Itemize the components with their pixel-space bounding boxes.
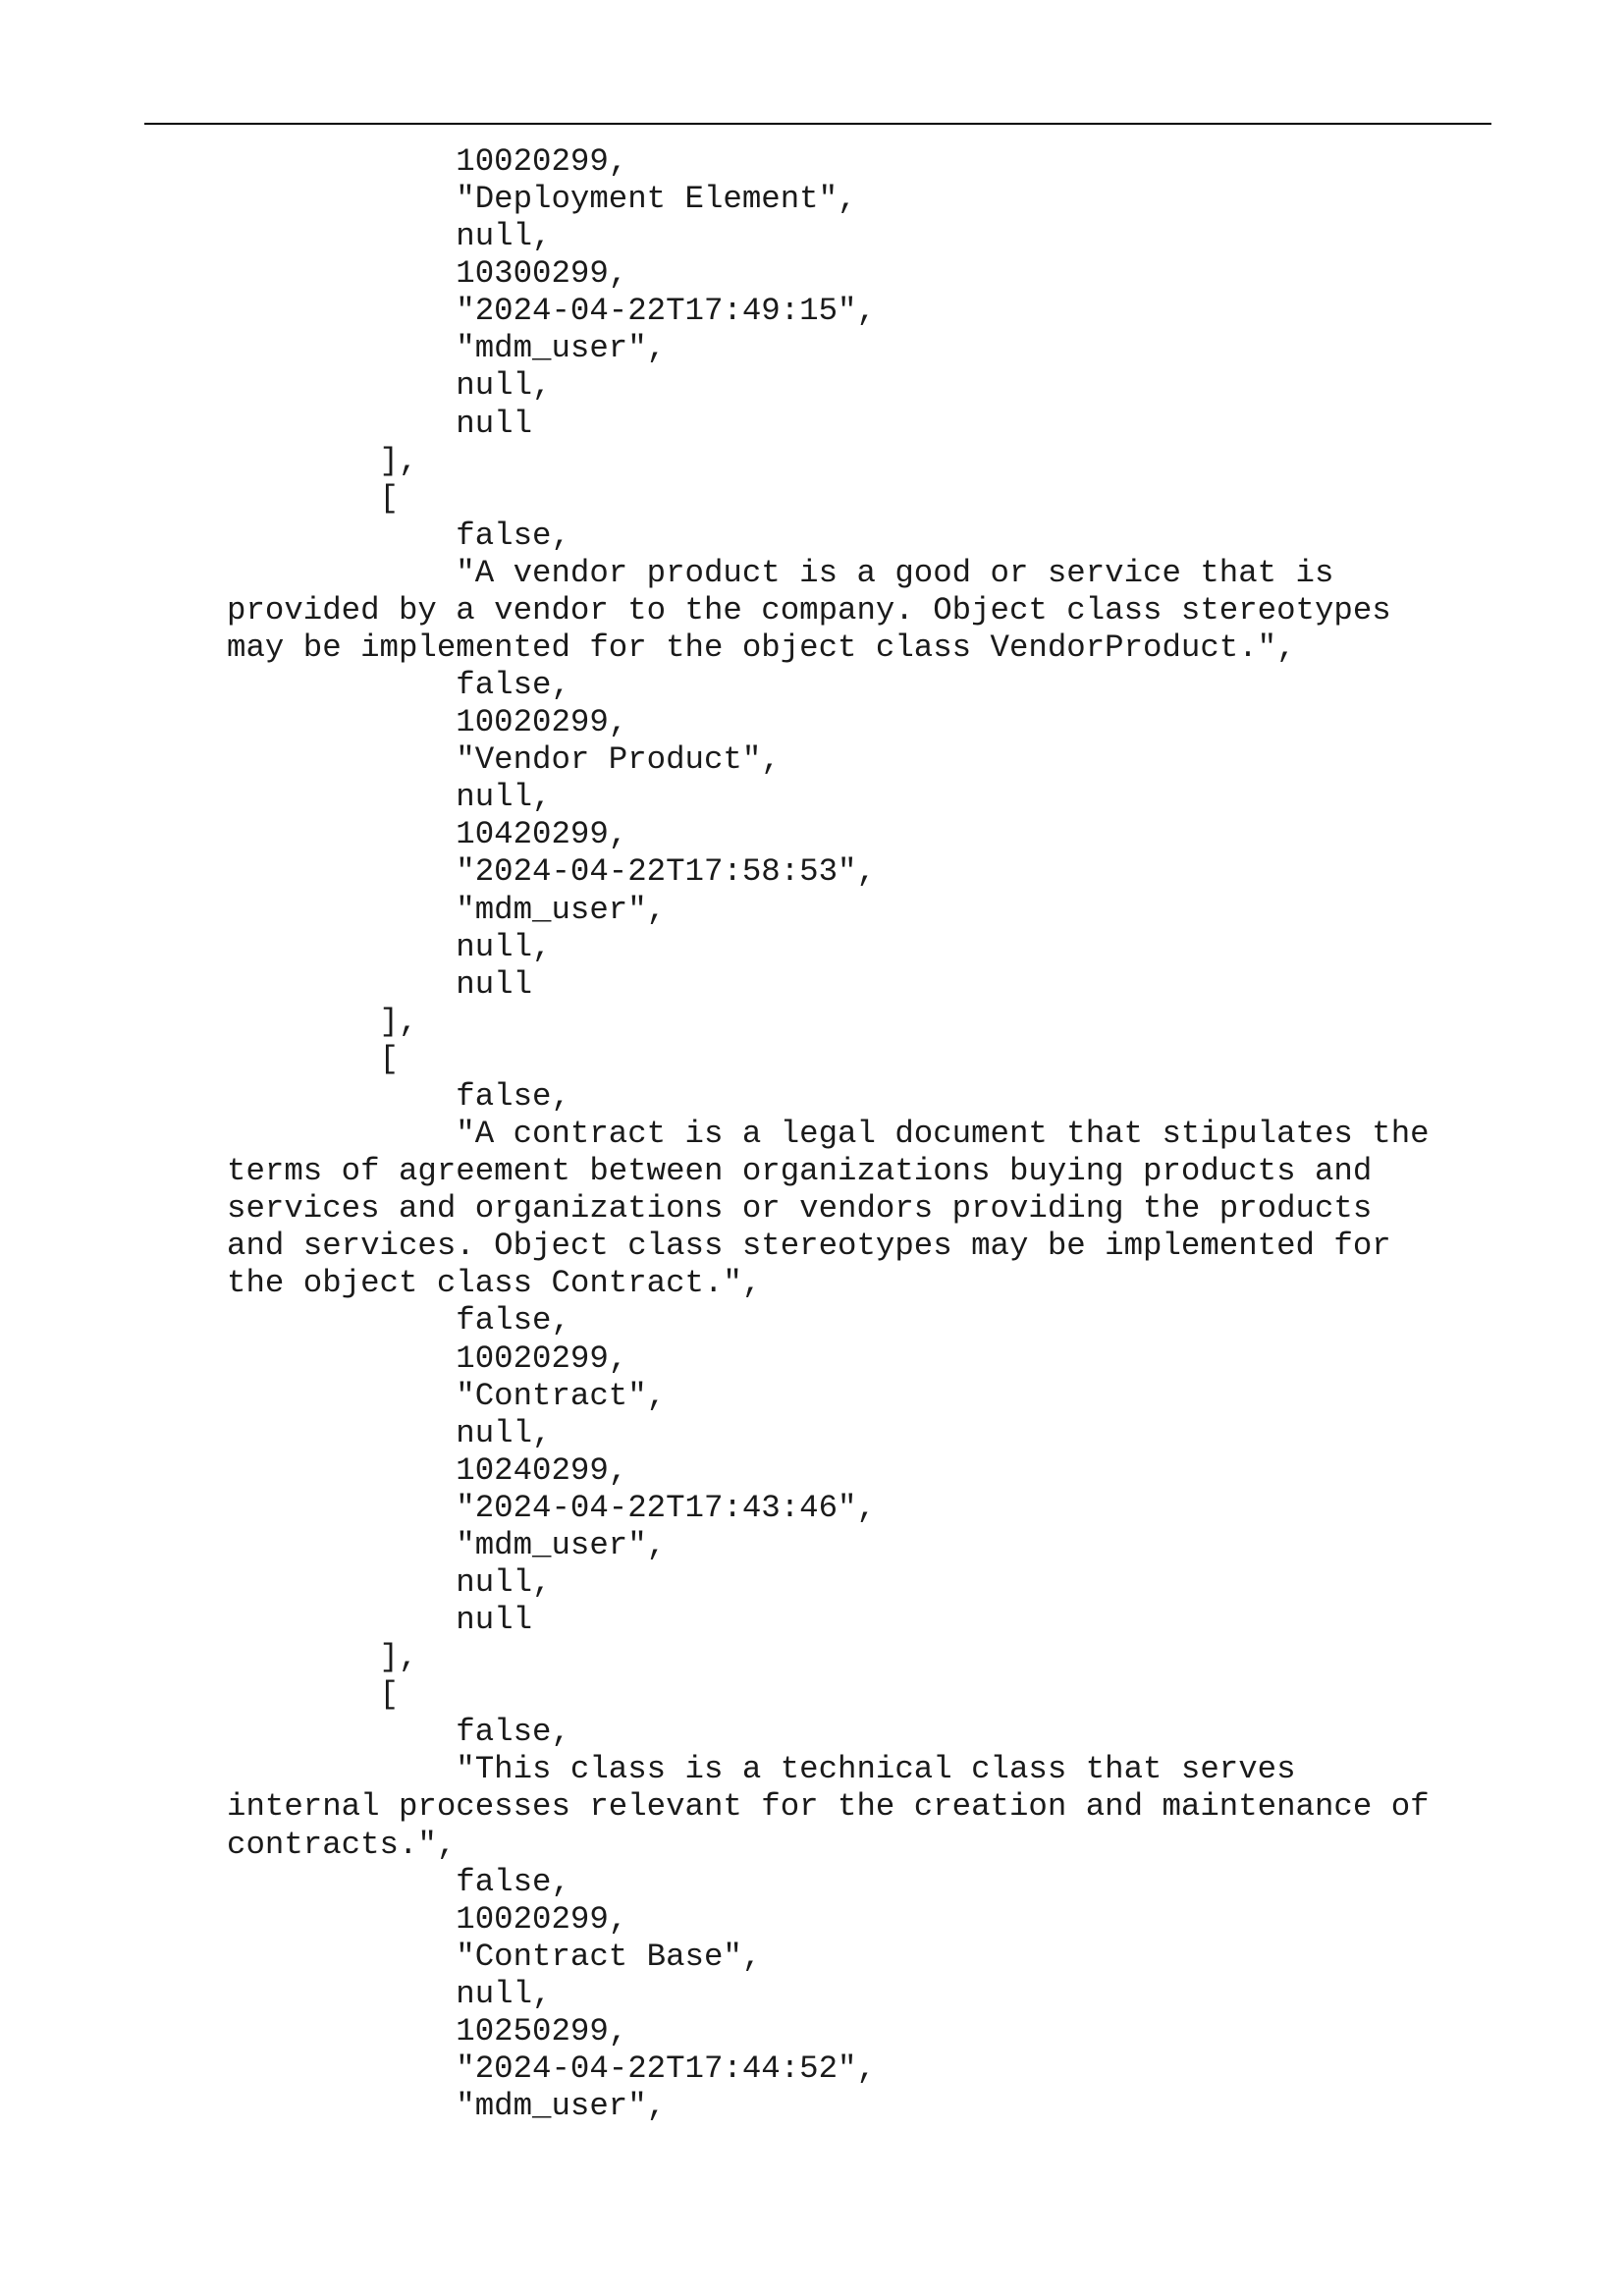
code-line: false, bbox=[227, 667, 570, 704]
code-line: ], bbox=[227, 442, 418, 479]
code-line: "mdm_user", bbox=[227, 330, 667, 367]
code-line: "mdm_user", bbox=[227, 2088, 667, 2125]
code-line: "Contract Base", bbox=[227, 1938, 762, 1975]
code-line: "A contract is a legal document that stipulates the bbox=[227, 1116, 1430, 1153]
code-line: "mdm_user", bbox=[227, 891, 667, 928]
code-line: [ bbox=[227, 1040, 399, 1077]
code-line: 10420299, bbox=[227, 816, 628, 853]
code-line: contracts.", bbox=[227, 1826, 457, 1863]
code-line: internal processes relevant for the creation and maintenance of bbox=[227, 1788, 1430, 1826]
code-line: null, bbox=[227, 1975, 552, 2012]
header-rule bbox=[144, 123, 1491, 125]
code-line: 10250299, bbox=[227, 2012, 628, 2050]
code-line: and services. Object class stereotypes may be implemented for bbox=[227, 1228, 1391, 1265]
code-line: 10020299, bbox=[227, 1339, 628, 1377]
code-line: provided by a vendor to the company. Object class stereotypes bbox=[227, 591, 1391, 629]
code-line: "A vendor product is a good or service that is bbox=[227, 554, 1334, 591]
code-line: "mdm_user", bbox=[227, 1526, 667, 1563]
code-line: null, bbox=[227, 218, 552, 255]
code-line: "2024-04-22T17:58:53", bbox=[227, 853, 876, 891]
code-line: services and organizations or vendors providing the products bbox=[227, 1190, 1373, 1228]
code-line: may be implemented for the object class VendorProduct.", bbox=[227, 629, 1296, 667]
code-line: "Contract", bbox=[227, 1377, 667, 1414]
code-line: null, bbox=[227, 1563, 552, 1601]
code-line: "This class is a technical class that serves bbox=[227, 1751, 1296, 1788]
code-line: [ bbox=[227, 1676, 399, 1714]
code-line: [ bbox=[227, 479, 399, 517]
code-line: false, bbox=[227, 1302, 570, 1339]
code-line: "2024-04-22T17:43:46", bbox=[227, 1489, 876, 1526]
code-line: terms of agreement between organizations buying products and bbox=[227, 1153, 1373, 1190]
code-line: false, bbox=[227, 1077, 570, 1115]
code-line: the object class Contract.", bbox=[227, 1265, 762, 1302]
code-line: "2024-04-22T17:44:52", bbox=[227, 2050, 876, 2087]
code-line: null, bbox=[227, 779, 552, 816]
code-line: false, bbox=[227, 1714, 570, 1751]
code-line: false, bbox=[227, 1863, 570, 1900]
code-line: null bbox=[227, 405, 533, 442]
code-line: null, bbox=[227, 367, 552, 405]
code-line: 10020299, bbox=[227, 704, 628, 741]
code-line: "2024-04-22T17:49:15", bbox=[227, 293, 876, 330]
code-line: 10020299, bbox=[227, 1900, 628, 1938]
code-line: null, bbox=[227, 1414, 552, 1451]
code-line: "Vendor Product", bbox=[227, 741, 781, 779]
code-line: false, bbox=[227, 517, 570, 554]
code-line: null, bbox=[227, 928, 552, 965]
code-block bbox=[227, 143, 1503, 2125]
code-line: 10240299, bbox=[227, 1451, 628, 1489]
code-line: null bbox=[227, 965, 533, 1003]
code-line: ], bbox=[227, 1003, 418, 1040]
code-line: "Deployment Element", bbox=[227, 181, 857, 218]
code-line: 10020299, bbox=[227, 143, 628, 180]
code-line: null bbox=[227, 1602, 533, 1639]
code-line: 10300299, bbox=[227, 255, 628, 293]
code-line: ], bbox=[227, 1639, 418, 1676]
